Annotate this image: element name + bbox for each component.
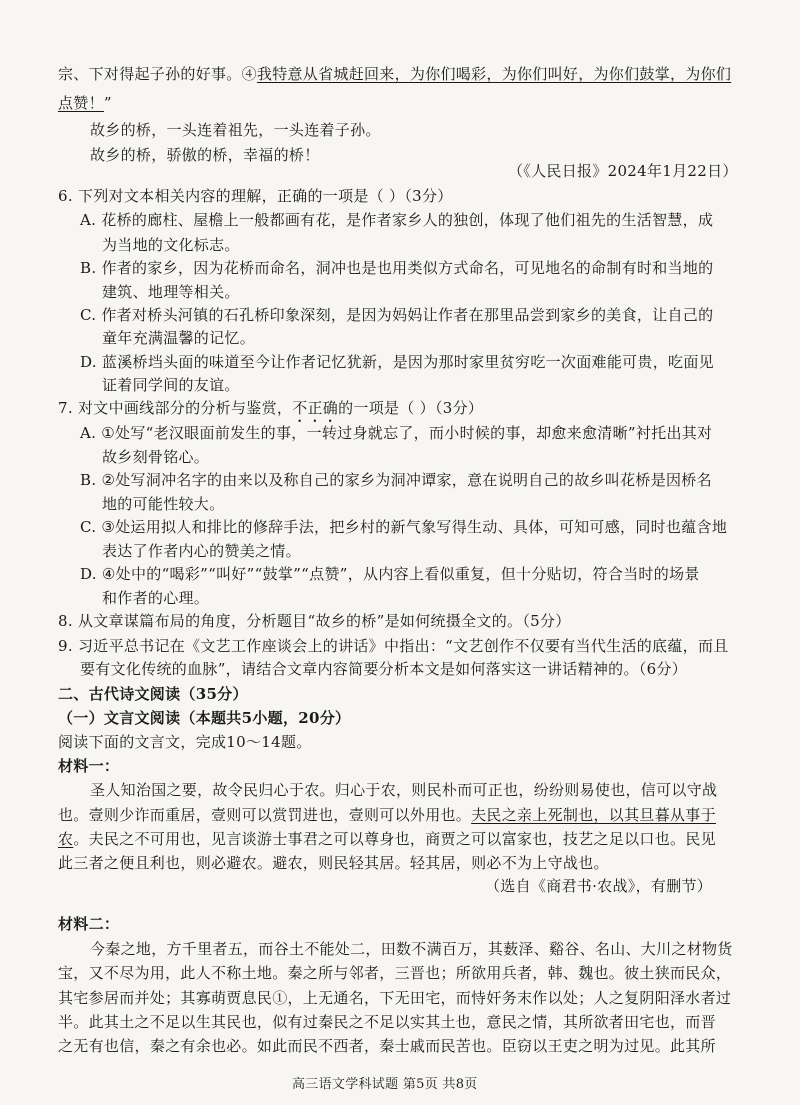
q6-option-a: A. 花桥的廊柱、屋檐上一般都画有花，是作者家乡人的独创，体现了他们祖先的生活智慧，成 bbox=[80, 211, 714, 229]
q7-option-b: B. ②处写洞冲名字的由来以及称自己的家乡为洞冲谭家，意在说明自己的故乡叫花桥是因桥名 bbox=[80, 471, 712, 489]
material-2-line: 其宅参居而并处；其寡萌贾息民①，上无通名，下无田宅，而恃奸务末作以处；人之复阴阳泽水者过 bbox=[58, 989, 732, 1007]
page-footer: 高三语文学科试题 第5页 共8页 bbox=[292, 1077, 478, 1092]
q6-option-a-cont: 为当地的文化标志。 bbox=[102, 236, 240, 254]
question-6-stem: 6. 下列对文本相关内容的理解，正确的一项是（ ）（3分） bbox=[58, 187, 453, 205]
q6-option-d: D. 蓝溪桥垱头面的味道至今让作者记忆犹新，是因为那时家里贫穷吃一次面难能可贵，吃面见 bbox=[80, 353, 714, 371]
poem-line: 故乡的桥，骄傲的桥，幸福的桥！ bbox=[90, 146, 320, 164]
emphasis-dot-text: 不正确 bbox=[292, 399, 339, 417]
q6-option-c-cont: 童年充满温馨的记忆。 bbox=[102, 329, 256, 347]
material-1-line: 也。壹则少诈而重居，壹则可以赏罚进也，壹则可以外用也。夫民之亲上死制也，以其旦暮从事于 bbox=[58, 806, 716, 824]
passage-source: （《人民日报》2024年1月22日） bbox=[508, 162, 738, 180]
question-9-cont: 要有文化传统的血脉”，请结合文章内容简要分析本文是如何落实这一讲话精神的。（6分） bbox=[80, 660, 688, 678]
question-7-stem: 7. 对文中画线部分的分析与鉴赏，不正确的一项是（ ）（3分） bbox=[58, 399, 484, 417]
passage-line: 点赞！” bbox=[58, 94, 112, 112]
material-2-label: 材料二： bbox=[58, 915, 120, 933]
q7-option-c: C. ③处运用拟人和排比的修辞手法，把乡村的新气象写得生动、具体，可知可感，同时也蕴含地 bbox=[80, 518, 728, 536]
q6-option-b: B. 作者的家乡，因为花桥而命名，洞冲也是也用类似方式命名，可见地名的命制有时和当地的 bbox=[80, 259, 714, 277]
question-9: 9. 习近平总书记在《文艺工作座谈会上的讲话》中指出：“文艺创作不仅要有当代生活的底蕴，而且 bbox=[58, 637, 729, 655]
subsection-title: （一）文言文阅读（本题共5小题，20分） bbox=[58, 709, 351, 727]
q7-option-c-cont: 表达了作者内心的赞美之情。 bbox=[102, 542, 301, 560]
section-instructions: 阅读下面的文言文，完成10～14题。 bbox=[58, 733, 312, 751]
passage-line: 宗、下对得起子孙的好事。④我特意从省城赶回来，为你们喝彩，为你们叫好，为你们鼓掌，为你们 bbox=[58, 65, 732, 83]
material-2-line: 半。此其土之不足以生其民也，似有过秦民之不足以实其土也，意民之情，其所欲者田宅也，而晋 bbox=[58, 1013, 716, 1031]
poem-line: 故乡的桥，一头连着祖先，一头连着子孙。 bbox=[90, 121, 381, 139]
section-title: 二、古代诗文阅读（35分） bbox=[58, 685, 248, 703]
q7-option-b-cont: 地的可能性较大。 bbox=[102, 495, 225, 513]
material-2-line: 之无有也信，秦之有余也必。如此而民不西者，秦士戚而民苦也。臣窃以王吏之明为过见。此其所 bbox=[58, 1037, 716, 1055]
material-2-line: 今秦之地，方千里者五，而谷土不能处二，田数不满百万，其薮泽、谿谷、名山、大川之材物货 bbox=[90, 940, 733, 958]
q6-option-b-cont: 建筑、地理等相关。 bbox=[102, 283, 240, 301]
material-1-source: （选自《商君书·农战》，有删节） bbox=[485, 877, 713, 895]
q6-option-d-cont: 证着同学间的友谊。 bbox=[102, 376, 240, 394]
q7-option-a-cont: 故乡刻骨铭心。 bbox=[102, 448, 210, 466]
material-1-label: 材料一： bbox=[58, 757, 120, 775]
material-1-line: 此三者之便且利也，则必避农。避农，则民轻其居。轻其居，则必不为上守战也。 bbox=[58, 854, 609, 872]
material-2-line: 宝，又不尽为用，此人不称土地。秦之所与邻者，三晋也；所欲用兵者，韩、魏也。彼土狭而民众， bbox=[58, 964, 732, 982]
question-8: 8. 从文章谋篇布局的角度，分析题目“故乡的桥”是如何统摄全文的。（5分） bbox=[58, 612, 571, 630]
material-1-line: 圣人知治国之要，故令民归心于农。归心于农，则民朴而可正也，纷纷则易使也，信可以守战 bbox=[90, 781, 718, 799]
material-1-line: 农。夫民之不可用也，见言谈游士事君之可以尊身也，商贾之可以富家也，技艺之足以口也。民见 bbox=[58, 830, 716, 848]
q7-option-d-cont: 和作者的心理。 bbox=[102, 589, 210, 607]
q6-option-c: C. 作者对桥头河镇的石孔桥印象深刻，是因为妈妈让作者在那里品尝到家乡的美食，让自己的 bbox=[80, 306, 714, 324]
q7-option-d: D. ④处中的“喝彩”“叫好”“鼓掌”“点赞”，从内容上看似重复，但十分贴切，符合当时的场景 bbox=[80, 565, 700, 583]
q7-option-a: A. ①处写“老汉眼面前发生的事，一转过身就忘了，而小时候的事，却愈来愈清晰”衬托出其对 bbox=[80, 424, 713, 442]
